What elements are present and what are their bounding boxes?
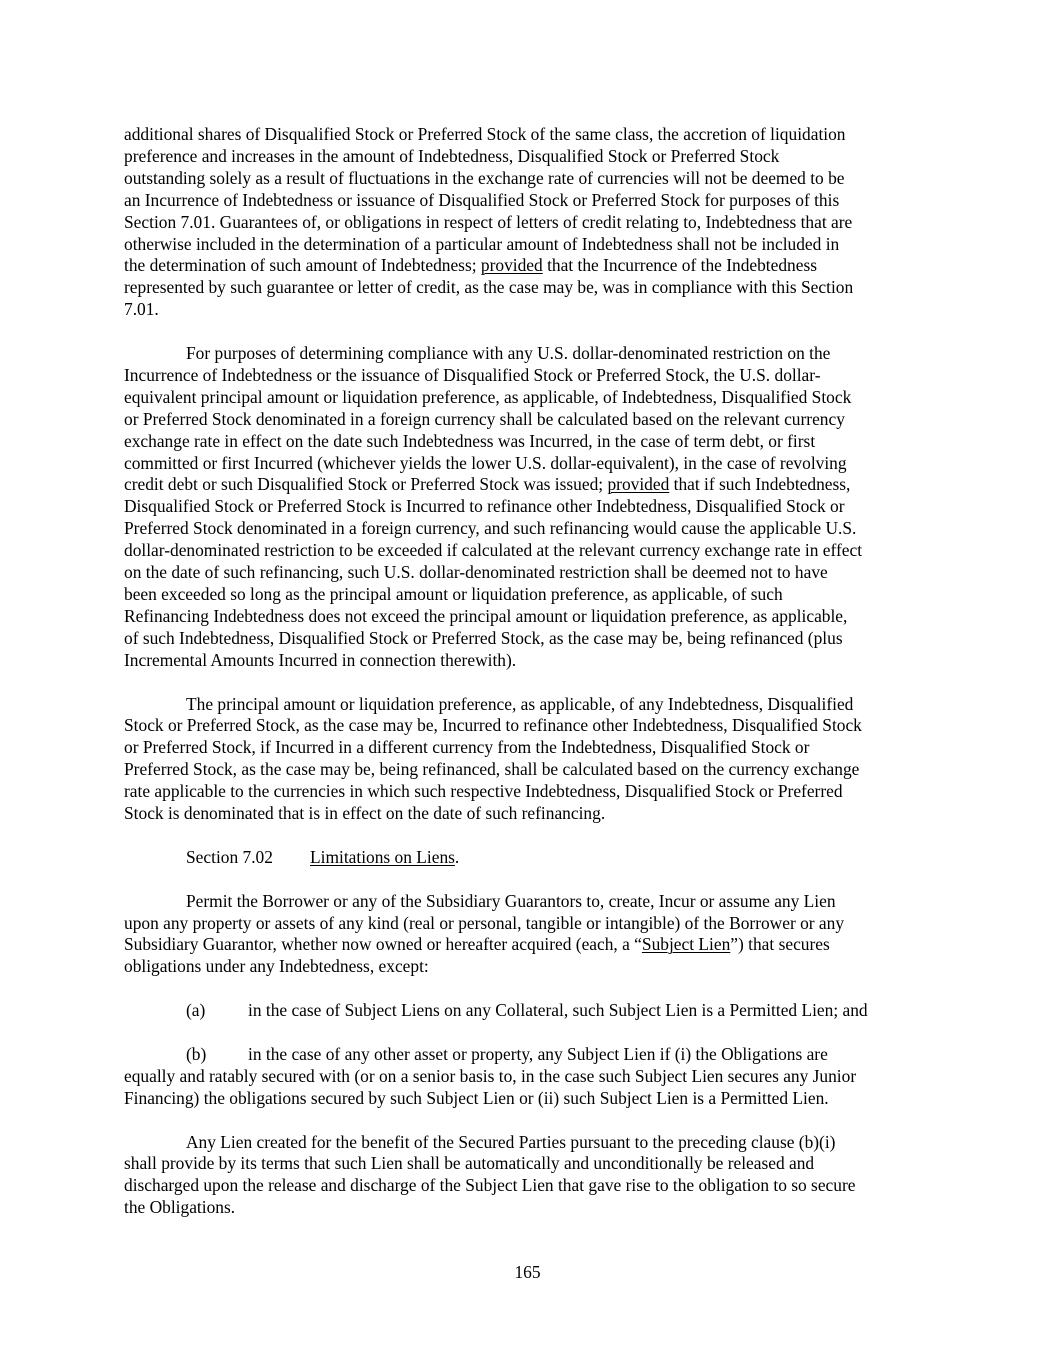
underlined-term-provided: provided — [480, 255, 543, 276]
section-title: Limitations on Liens — [310, 846, 455, 867]
text-segment: Subsidiary Guarantor, whether now owned or hereafter acquired (each, a “ — [124, 934, 642, 955]
text-line — [124, 474, 932, 496]
paragraph-dollar-denominated-restriction — [124, 343, 932, 672]
text-line: committed or first Incurred (whichever yields the lower U.S. dollar-equivalent), in the case of revolving — [124, 452, 847, 473]
text-line: preference and increases in the amount of Indebtedness, Disqualified Stock or Preferred Stock — [124, 145, 780, 166]
text-line: Disqualified Stock or Preferred Stock is Incurred to refinance other Indebtedness, Disqualified Stock or — [124, 496, 845, 517]
text-line: Stock is denominated that is in effect on the date of such refinancing. — [124, 803, 606, 824]
clause-b — [124, 1044, 932, 1110]
clause-label-b: (b) — [186, 1043, 207, 1064]
text-line: Refinancing Indebtedness does not exceed the principal amount or liquidation preference, as applicable, — [124, 605, 848, 626]
text-line — [124, 847, 932, 869]
text-line: exchange rate in effect on the date such Indebtedness was Incurred, in the case of term debt, or first — [124, 430, 816, 451]
text-line — [124, 1044, 932, 1066]
text-line: equally and ratably secured with (or on a senior basis to, in the case such Subject Lien secures any Junior — [124, 1065, 857, 1086]
text-segment: the determination of such amount of Indebtedness; — [124, 255, 481, 276]
paragraph-lien-release — [124, 1132, 932, 1220]
text-segment: ”) that secures — [730, 934, 830, 955]
underlined-term-subject-lien: Subject Lien — [641, 934, 731, 955]
text-line: upon any property or assets of any kind (real or personal, tangible or intangible) of the Borrower or any — [124, 912, 845, 933]
text-line: Preferred Stock denominated in a foreign currency, and such refinancing would cause the applicable U.S. — [124, 518, 857, 539]
section-title-suffix: . — [454, 846, 460, 867]
text-line: obligations under any Indebtedness, except: — [124, 956, 429, 977]
text-line: Permit the Borrower or any of the Subsidiary Guarantors to, create, Incur or assume any Lien — [186, 890, 836, 911]
text-segment: credit debt or such Disqualified Stock or Preferred Stock was issued; — [124, 474, 608, 495]
text-line: the Obligations. — [124, 1197, 236, 1218]
text-line — [124, 934, 932, 956]
text-line: Incurrence of Indebtedness or the issuance of Disqualified Stock or Preferred Stock, the U.S. dollar- — [124, 364, 821, 385]
underlined-term-provided: provided — [607, 474, 670, 495]
document-page — [124, 124, 932, 1241]
page-number: 165 — [514, 1262, 541, 1282]
text-line: outstanding solely as a result of fluctuations in the exchange rate of currencies will not be deemed to be — [124, 167, 845, 188]
clause-text: in the case of any other asset or property, any Subject Lien if (i) the Obligations are — [248, 1043, 828, 1064]
section-number: Section 7.02 — [186, 846, 273, 867]
text-line: Section 7.01. Guarantees of, or obligations in respect of letters of credit relating to, Indebtedness that are — [124, 211, 853, 232]
text-line: dollar-denominated restriction to be exceeded if calculated at the relevant currency exchange rate in effect — [124, 540, 863, 561]
text-line: Any Lien created for the benefit of the Secured Parties pursuant to the preceding clause (b)(i) — [186, 1131, 836, 1152]
text-line: Incremental Amounts Incurred in connection therewith). — [124, 649, 517, 670]
text-line — [124, 1000, 932, 1022]
text-segment: that if such Indebtedness, — [669, 474, 851, 495]
text-line: Stock or Preferred Stock, as the case may be, Incurred to refinance other Indebtedness, Disqualified Stock — [124, 715, 862, 736]
text-line: Financing) the obligations secured by such Subject Lien or (ii) such Subject Lien is a Permitted Lien. — [124, 1087, 829, 1108]
text-line: shall provide by its terms that such Lien shall be automatically and unconditionally be released and — [124, 1153, 815, 1174]
text-line: discharged upon the release and discharge of the Subject Lien that gave rise to the obligation to so secure — [124, 1175, 856, 1196]
text-line: additional shares of Disqualified Stock or Preferred Stock of the same class, the accretion of liquidation — [124, 124, 846, 144]
clause-text: in the case of Subject Liens on any Collateral, such Subject Lien is a Permitted Lien; and — [248, 1000, 868, 1021]
text-line: rate applicable to the currencies in which such respective Indebtedness, Disqualified Stock or Preferred — [124, 781, 843, 802]
text-line: an Incurrence of Indebtedness or issuance of Disqualified Stock or Preferred Stock for purposes of this — [124, 189, 840, 210]
clause-label-a: (a) — [186, 1000, 206, 1021]
text-line: otherwise included in the determination of a particular amount of Indebtedness shall not be included in — [124, 233, 840, 254]
text-line: been exceeded so long as the principal amount or liquidation preference, as applicable, of such — [124, 584, 783, 605]
text-line: The principal amount or liquidation preference, as applicable, of any Indebtedness, Disqualified — [186, 693, 854, 714]
clause-a — [124, 1000, 932, 1022]
paragraph-currency-fluctuations — [124, 124, 932, 321]
text-line — [124, 255, 932, 277]
text-line: or Preferred Stock, if Incurred in a different currency from the Indebtedness, Disqualified Stock or — [124, 737, 810, 758]
text-line: on the date of such refinancing, such U.S. dollar-denominated restriction shall be deemed not to have — [124, 562, 828, 583]
paragraph-refinancing-currency — [124, 694, 932, 825]
text-line: equivalent principal amount or liquidation preference, as applicable, of Indebtedness, Disqualified Stock — [124, 386, 852, 407]
paragraph-liens-restriction — [124, 891, 932, 979]
text-line: represented by such guarantee or letter of credit, as the case may be, was in compliance with this Section — [124, 277, 854, 298]
text-line: of such Indebtedness, Disqualified Stock or Preferred Stock, as the case may be, being refinanced (plus — [124, 627, 843, 648]
section-heading — [124, 847, 932, 869]
text-line: For purposes of determining compliance with any U.S. dollar-denominated restriction on the — [186, 343, 831, 364]
text-line: 7.01. — [124, 299, 159, 320]
text-line: Preferred Stock, as the case may be, being refinanced, shall be calculated based on the currency exchange — [124, 759, 860, 780]
text-line: or Preferred Stock denominated in a foreign currency shall be calculated based on the relevant currency — [124, 408, 845, 429]
text-segment: that the Incurrence of the Indebtedness — [542, 255, 818, 276]
